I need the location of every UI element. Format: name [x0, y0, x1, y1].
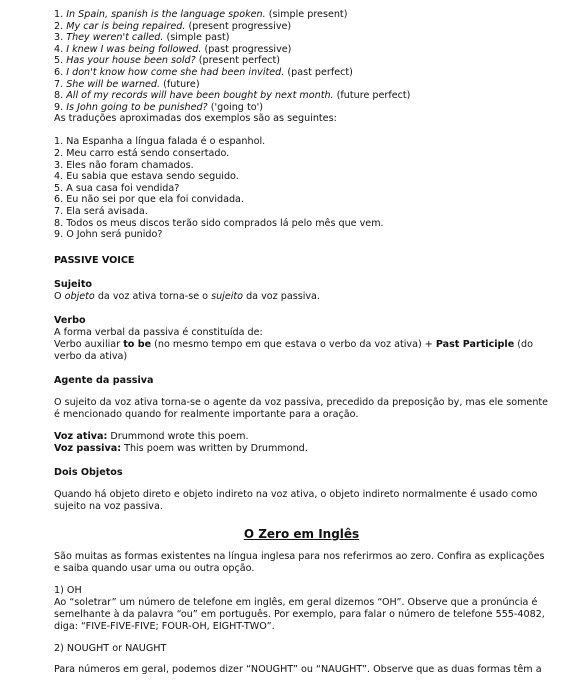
bold-span: Past Participle	[435, 338, 515, 350]
em-span: objeto	[64, 290, 95, 302]
translation-item: 5. A sua casa foi vendida?	[54, 182, 180, 194]
example-sentence: All of my records will have been bought by next month.	[66, 90, 334, 102]
text-span: Verbo auxiliar	[54, 338, 124, 350]
example-sentence: They weren't called.	[66, 32, 164, 44]
example-sentence: She will be warned.	[66, 78, 161, 90]
example-item	[54, 9, 549, 21]
example-number: 2.	[54, 20, 64, 32]
example-item	[54, 90, 549, 102]
example-number: 6.	[54, 66, 64, 78]
example-tense: (future)	[163, 78, 200, 90]
verbo-heading: Verbo	[54, 314, 86, 326]
example-tense: (simple present)	[268, 9, 348, 20]
dois-objetos-heading: Dois Objetos	[54, 466, 123, 478]
translation-item: 3. Eles não foram chamados.	[54, 159, 194, 171]
text-span: This poem was written by Drummond.	[121, 442, 308, 454]
translations-intro: As traduções aproximadas dos exemplos são as seguintes:	[54, 113, 337, 125]
text-span: Drummond wrote this poem.	[107, 430, 249, 442]
example-sentence: Has your house been sold?	[66, 55, 196, 67]
em-span: sujeito	[211, 290, 244, 302]
example-item	[54, 32, 549, 44]
sujeito-heading: Sujeito	[54, 278, 93, 290]
dois-objetos-text: Quando há objeto direto e objeto indireto na voz ativa, o objeto indireto normalmente é usado como sujeito na voz passiva.	[54, 488, 538, 512]
text-span: O	[54, 290, 65, 302]
example-item	[54, 44, 549, 56]
passive-voice-heading: PASSIVE VOICE	[54, 254, 135, 266]
example-tense: ('going to')	[210, 101, 263, 113]
example-number: 1.	[54, 9, 64, 20]
nought-text: Para números em geral, podemos dizer “NOUGHT” ou “NAUGHT”. Observe que as duas formas têm a	[54, 664, 542, 676]
example-number: 8.	[54, 90, 64, 102]
zero-title: O Zero em Inglês	[243, 526, 360, 541]
text-span: da voz passiva.	[243, 290, 320, 302]
agente-heading: Agente da passiva	[54, 374, 154, 386]
voz-passiva	[54, 443, 549, 455]
translation-item: 2. Meu carro está sendo consertado.	[54, 147, 230, 159]
example-number: 9.	[54, 101, 64, 113]
text-span: da voz ativa torna-se o	[94, 290, 212, 302]
example-tense: (past progressive)	[204, 43, 292, 55]
example-tense: (present progressive)	[188, 20, 292, 32]
translation-item: 6. Eu não sei por que ela foi convidada.	[54, 194, 244, 206]
example-item	[54, 55, 549, 67]
verbo-line2	[54, 339, 549, 363]
nought-heading: 2) NOUGHT or NAUGHT	[54, 642, 167, 654]
example-sentence: I don't know how come she had been invited.	[66, 66, 285, 78]
document-page	[54, 9, 549, 686]
example-tense: (past perfect)	[287, 66, 353, 78]
voz-ativa	[54, 431, 549, 443]
example-sentence: I knew I was being followed.	[66, 43, 202, 55]
example-item	[54, 102, 549, 114]
translation-item: 1. Na Espanha a língua falada é o espanhol.	[54, 136, 266, 148]
bold-span: Voz passiva:	[54, 442, 122, 454]
example-number: 7.	[54, 78, 64, 90]
example-sentence: In Spain, spanish is the language spoken.	[66, 9, 266, 20]
example-number: 3.	[54, 32, 64, 44]
text-span: (no mesmo tempo em que estava o verbo da voz ativa) +	[151, 338, 436, 350]
text-span: (do verbo da ativa)	[54, 338, 533, 362]
examples-list	[54, 9, 549, 113]
example-tense: (simple past)	[166, 32, 230, 44]
translations-list	[54, 136, 549, 240]
example-item	[54, 79, 549, 91]
example-number: 5.	[54, 55, 64, 67]
translation-item: 8. Todos os meus discos terão sido comprados lá pelo mês que vem.	[54, 217, 384, 229]
bold-span: Voz ativa:	[54, 430, 108, 442]
example-tense: (future perfect)	[336, 90, 411, 102]
verbo-line1: A forma verbal da passiva é constituída de:	[54, 326, 263, 338]
sujeito-text	[54, 291, 549, 303]
example-item	[54, 21, 549, 33]
zero-intro: São muitas as formas existentes na língua inglesa para nos referirmos ao zero. Confira as explicações e saiba quando usar uma ou outra opção.	[54, 550, 545, 574]
example-number: 4.	[54, 43, 64, 55]
agente-text: O sujeito da voz ativa torna-se o agente da voz passiva, precedido da preposição by, mas ele somente é mencionado quando for realmente importante para a oração.	[54, 396, 549, 420]
bold-span: to be	[123, 338, 152, 350]
translation-item: 4. Eu sabia que estava sendo seguido.	[54, 171, 239, 183]
example-tense: (present perfect)	[198, 55, 281, 67]
oh-text: Ao “soletrar” um número de telefone em inglês, em geral dizemos “OH”. Observe que a pronúncia é semelhante à da palavra “ou” em português. Por exemplo, para falar o número de telefone 555-4082, diga: “FIVE-FIVE-FIVE; FOUR-OH, EIGHT-TWO”.	[54, 596, 545, 632]
example-sentence: My car is being repaired.	[66, 20, 186, 32]
translation-item: 9. O John será punido?	[54, 229, 163, 241]
translation-item: 7. Ela será avisada.	[54, 205, 148, 217]
example-sentence: Is John going to be punished?	[66, 101, 208, 113]
oh-heading: 1) OH	[54, 584, 82, 596]
example-item	[54, 67, 549, 79]
